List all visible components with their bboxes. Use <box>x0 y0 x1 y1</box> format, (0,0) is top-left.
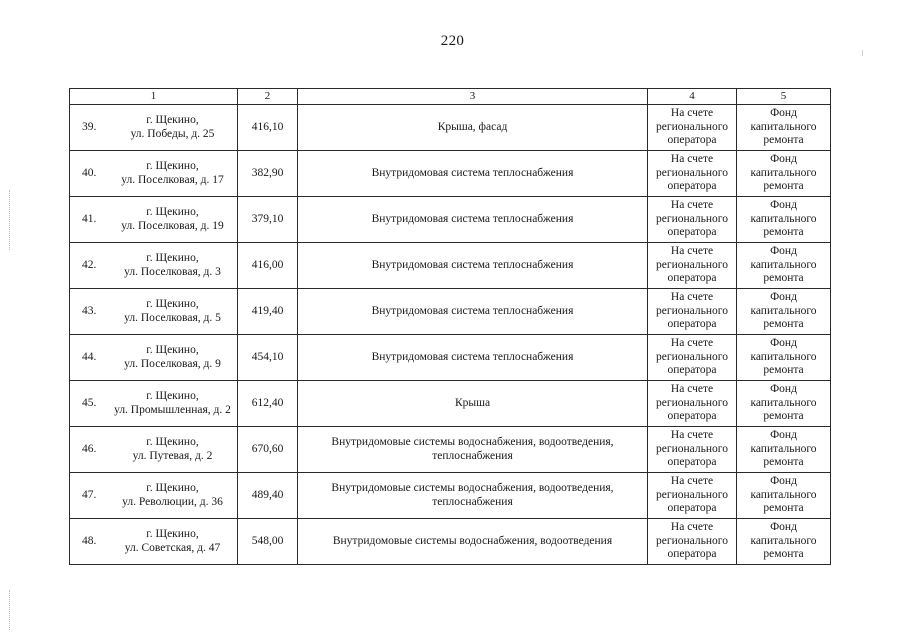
fund-line: ремонта <box>763 456 804 469</box>
table-row <box>70 519 831 565</box>
address-wrap <box>70 289 237 334</box>
fund-line: капитального <box>750 212 817 225</box>
area-cell: 548,00 <box>238 519 298 565</box>
address-cell <box>70 105 238 151</box>
fund-line: Фонд <box>770 521 797 534</box>
account-cell <box>648 519 737 565</box>
works-cell <box>298 427 648 473</box>
works-cell <box>298 519 648 565</box>
address-cell <box>70 381 238 427</box>
works-line: Внутридомовая система теплоснабжения <box>371 304 574 317</box>
account-line: регионального <box>656 350 728 363</box>
works-cell <box>298 197 648 243</box>
account-line: оператора <box>667 548 717 561</box>
account-cell <box>648 473 737 519</box>
fund-line: ремонта <box>763 272 804 285</box>
address-cell <box>70 335 238 381</box>
column-header: 4 <box>648 89 737 105</box>
address-wrap <box>70 473 237 518</box>
repair-register-table <box>69 88 831 565</box>
table-row <box>70 197 831 243</box>
address-text <box>112 482 237 509</box>
works-line: Внутридомовые системы водоснабжения, водоотведения, <box>331 436 614 448</box>
page-number: 220 <box>440 33 465 49</box>
address-line: ул. Поселковая, д. 9 <box>124 357 221 370</box>
address-cell <box>70 519 238 565</box>
address-cell <box>70 289 238 335</box>
works-line: Крыша, фасад <box>437 120 508 133</box>
scan-margin-dots-bottom <box>9 590 12 630</box>
account-cell <box>648 151 737 197</box>
address-cell <box>70 151 238 197</box>
address-text <box>112 436 237 463</box>
area-cell: 382,90 <box>238 151 298 197</box>
address-cell <box>70 427 238 473</box>
fund-line: Фонд <box>770 475 797 488</box>
address-text <box>112 114 237 141</box>
account-line: оператора <box>667 456 717 469</box>
column-header: 3 <box>298 89 648 105</box>
address-text <box>112 390 237 417</box>
scan-artifact-tick <box>862 50 863 56</box>
works-cell <box>298 335 648 381</box>
fund-line: ремонта <box>763 410 804 423</box>
account-line: На счете <box>670 475 714 488</box>
fund-line: ремонта <box>763 134 804 147</box>
table-row <box>70 335 831 381</box>
address-line: г. Щекино, <box>146 482 199 494</box>
address-wrap <box>70 105 237 150</box>
fund-line: Фонд <box>770 429 797 442</box>
row-number: 42. <box>82 258 97 271</box>
address-wrap <box>70 197 237 242</box>
account-line: регионального <box>656 212 728 225</box>
area-cell: 454,10 <box>238 335 298 381</box>
works-line: Внутридомовая система теплоснабжения <box>371 166 574 179</box>
table-row <box>70 289 831 335</box>
area-cell: 419,40 <box>238 289 298 335</box>
address-wrap <box>70 243 237 288</box>
fund-line: Фонд <box>770 337 797 350</box>
account-line: На счете <box>670 291 714 304</box>
area-cell: 612,40 <box>238 381 298 427</box>
row-number: 39. <box>82 120 97 133</box>
address-text <box>112 252 237 279</box>
row-number: 47. <box>82 488 97 501</box>
column-header: 2 <box>238 89 298 105</box>
fund-line: Фонд <box>770 107 797 120</box>
works-cell <box>298 381 648 427</box>
area-cell: 416,10 <box>238 105 298 151</box>
account-line: регионального <box>656 166 728 179</box>
column-header: 1 <box>70 89 238 105</box>
row-number: 45. <box>82 396 97 409</box>
account-line: оператора <box>667 364 717 377</box>
works-line: Крыша <box>454 396 491 409</box>
table-row <box>70 151 831 197</box>
works-cell <box>298 105 648 151</box>
account-line: регионального <box>656 304 728 317</box>
fund-line: капитального <box>750 166 817 179</box>
account-line: регионального <box>656 488 728 501</box>
address-wrap <box>70 381 237 426</box>
account-line: регионального <box>656 396 728 409</box>
address-line: ул. Поселковая, д. 3 <box>124 265 221 278</box>
fund-line: капитального <box>750 442 817 455</box>
address-line: ул. Путевая, д. 2 <box>132 449 213 462</box>
account-line: На счете <box>670 199 714 212</box>
account-line: оператора <box>667 410 717 423</box>
account-cell <box>648 105 737 151</box>
account-line: На счете <box>670 153 714 166</box>
address-line: ул. Революции, д. 36 <box>122 495 223 508</box>
works-line: теплоснабжения <box>432 495 513 508</box>
row-number: 48. <box>82 534 97 547</box>
address-line: г. Щекино, <box>146 206 199 218</box>
account-cell <box>648 381 737 427</box>
address-wrap <box>70 427 237 472</box>
fund-line: ремонта <box>763 548 804 561</box>
fund-cell <box>737 427 831 473</box>
row-number: 40. <box>82 166 97 179</box>
area-cell: 379,10 <box>238 197 298 243</box>
row-number: 41. <box>82 212 97 225</box>
scan-margin-dots-top <box>9 190 12 250</box>
fund-line: ремонта <box>763 180 804 193</box>
address-text <box>112 206 237 233</box>
address-text <box>112 528 237 555</box>
account-cell <box>648 197 737 243</box>
fund-line: капитального <box>750 258 817 271</box>
fund-line: капитального <box>750 534 817 547</box>
table-row <box>70 243 831 289</box>
account-line: оператора <box>667 226 717 239</box>
address-line: г. Щекино, <box>146 114 199 126</box>
account-cell <box>648 243 737 289</box>
fund-cell <box>737 335 831 381</box>
table-row <box>70 473 831 519</box>
address-wrap <box>70 519 237 564</box>
works-cell <box>298 243 648 289</box>
fund-cell <box>737 381 831 427</box>
account-line: На счете <box>670 521 714 534</box>
address-line: г. Щекино, <box>146 160 199 172</box>
row-number: 43. <box>82 304 97 317</box>
account-line: оператора <box>667 502 717 515</box>
fund-line: капитального <box>750 120 817 133</box>
works-line: Внутридомовая система теплоснабжения <box>371 350 574 363</box>
fund-cell <box>737 151 831 197</box>
fund-line: ремонта <box>763 502 804 515</box>
address-line: ул. Советская, д. 47 <box>124 541 221 554</box>
works-line: Внутридомовые системы водоснабжения, водоотведения, <box>331 482 614 494</box>
row-number: 46. <box>82 442 97 455</box>
works-cell <box>298 289 648 335</box>
fund-cell <box>737 519 831 565</box>
table-row <box>70 427 831 473</box>
fund-line: капитального <box>750 350 817 363</box>
area-cell: 416,00 <box>238 243 298 289</box>
fund-line: капитального <box>750 488 817 501</box>
table-row <box>70 105 831 151</box>
fund-cell <box>737 243 831 289</box>
area-cell: 670,60 <box>238 427 298 473</box>
fund-line: Фонд <box>770 291 797 304</box>
account-line: оператора <box>667 180 717 193</box>
row-number: 44. <box>82 350 97 363</box>
address-line: г. Щекино, <box>146 298 199 310</box>
address-line: г. Щекино, <box>146 390 199 402</box>
column-header: 5 <box>737 89 831 105</box>
address-line: г. Щекино, <box>146 252 199 264</box>
area-cell: 489,40 <box>238 473 298 519</box>
account-line: На счете <box>670 245 714 258</box>
fund-line: ремонта <box>763 318 804 331</box>
works-cell <box>298 151 648 197</box>
works-line: Внутридомовые системы водоснабжения, водоотведения <box>332 534 613 547</box>
address-text <box>112 160 237 187</box>
address-line: ул. Поселковая, д. 17 <box>121 173 224 186</box>
account-line: оператора <box>667 272 717 285</box>
fund-line: Фонд <box>770 153 797 166</box>
fund-line: Фонд <box>770 245 797 258</box>
address-line: ул. Победы, д. 25 <box>130 127 215 140</box>
address-text <box>112 298 237 325</box>
works-line: теплоснабжения <box>432 449 513 462</box>
address-cell <box>70 243 238 289</box>
address-wrap <box>70 335 237 380</box>
account-cell <box>648 335 737 381</box>
works-line: Внутридомовая система теплоснабжения <box>371 258 574 271</box>
address-line: ул. Промышленная, д. 2 <box>114 403 231 416</box>
address-line: г. Щекино, <box>146 436 199 448</box>
fund-line: ремонта <box>763 364 804 377</box>
address-cell <box>70 197 238 243</box>
address-line: ул. Поселковая, д. 19 <box>121 219 224 232</box>
address-cell <box>70 473 238 519</box>
fund-line: Фонд <box>770 383 797 396</box>
column-number-header-row <box>70 89 831 105</box>
account-line: регионального <box>656 442 728 455</box>
account-line: оператора <box>667 134 717 147</box>
account-cell <box>648 427 737 473</box>
table-body <box>70 89 831 565</box>
account-line: регионального <box>656 258 728 271</box>
fund-line: капитального <box>750 304 817 317</box>
account-line: На счете <box>670 429 714 442</box>
account-line: регионального <box>656 120 728 133</box>
account-line: оператора <box>667 318 717 331</box>
table-row <box>70 381 831 427</box>
works-cell <box>298 473 648 519</box>
fund-cell <box>737 473 831 519</box>
account-line: регионального <box>656 534 728 547</box>
fund-line: Фонд <box>770 199 797 212</box>
account-line: На счете <box>670 107 714 120</box>
address-wrap <box>70 151 237 196</box>
address-line: г. Щекино, <box>146 344 199 356</box>
account-cell <box>648 289 737 335</box>
fund-cell <box>737 289 831 335</box>
fund-cell <box>737 105 831 151</box>
account-line: На счете <box>670 337 714 350</box>
address-text <box>112 344 237 371</box>
account-line: На счете <box>670 383 714 396</box>
address-line: ул. Поселковая, д. 5 <box>124 311 221 324</box>
fund-cell <box>737 197 831 243</box>
fund-line: капитального <box>750 396 817 409</box>
works-line: Внутридомовая система теплоснабжения <box>371 212 574 225</box>
address-line: г. Щекино, <box>146 528 199 540</box>
fund-line: ремонта <box>763 226 804 239</box>
